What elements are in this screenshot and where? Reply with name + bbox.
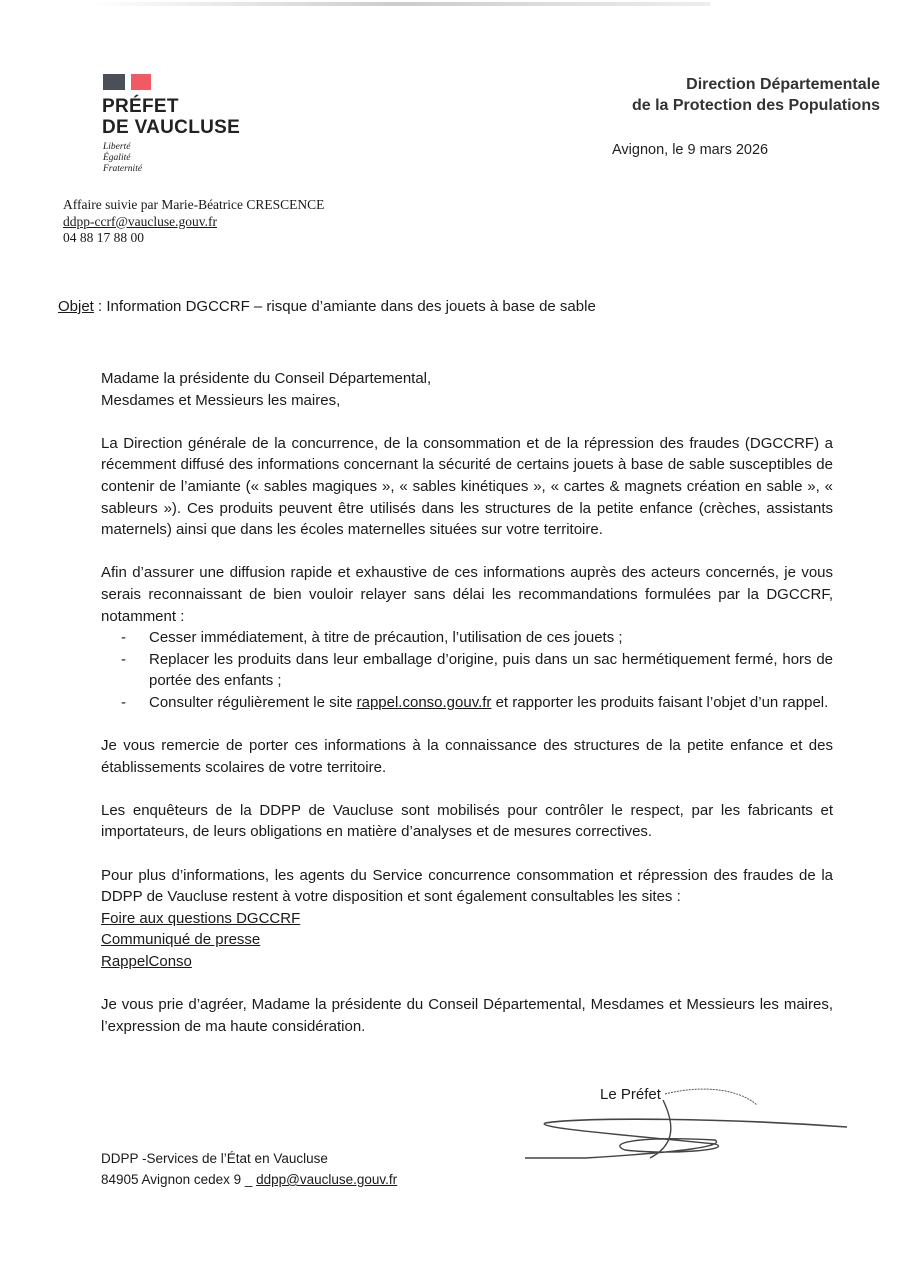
paragraph-5 [101,865,833,973]
logo-line1: PRÉFET [102,96,179,117]
subject-text: : Information DGCCRF – risque d’amiante dans des jouets à base de sable [93,298,596,315]
scan-edge [90,2,710,6]
paragraph-2-text: Afin d’assurer une diffusion rapide et exhaustive de ces informations auprès des acteurs concernés, je vous serais reconnaissant de bien vouloir relayer sans délai les recommandations formulées par la DGCCRF, notamment : [101,564,833,625]
list-item: - Cesser immédiatement, à titre de précaution, l’utilisation de ces jouets ; [101,627,833,649]
subject-line [58,298,596,315]
paragraph-1: La Direction générale de la concurrence, de la consommation et de la répression des fraudes (DGCCRF) a récemment diffusé des informations concernant la sécurité de certains jouets à base de sable susceptibles de contenir de l’amiante (« sables magiques », « sables kinétiques », « cartes & magnets création en sable », « sableurs »). Ces produits peuvent être utilisés dans les structures de la petite enfance (crèches, assistants maternels) ainsi que dans les écoles maternelles situées sur votre territoire. [101,434,833,539]
paragraph-3: Je vous remercie de porter ces informations à la connaissance des structures de la petite enfance et des établissements scolaires de votre territoire. [101,737,833,776]
prefecture-logo-text [102,96,240,138]
salutation-line2: Mesdames et Messieurs les maires, [101,391,341,409]
marianne-logo-icon [103,74,151,90]
contact-email-link[interactable]: ddpp-ccrf@vaucluse.gouv.fr [63,213,217,229]
list-item-text: Consulter régulièrement le site [149,693,357,711]
salutation-line1: Madame la présidente du Conseil Départemental, [101,370,432,387]
list-item [101,692,833,714]
paragraph-2 [101,562,833,713]
direction-line1: Direction Départementale [686,76,880,93]
devise [103,142,142,175]
devise-egalite: Égalité [103,153,131,163]
footer-line2 [101,1169,397,1190]
devise-liberte: Liberté [103,142,131,152]
salutation [101,368,833,411]
footer-address: 84905 Avignon cedex 9 _ [101,1172,257,1187]
direction-name [632,74,880,116]
closing: Je vous prie d’agréer, Madame la présidente du Conseil Départemental, Mesdames et Messieurs les maires, l’expression de ma haute considération. [101,996,833,1035]
affaire-suivie: Affaire suivie par Marie-Béatrice CRESCENCE [63,197,325,212]
rappelconso-link[interactable]: RappelConso [101,953,192,971]
footer [101,1148,397,1190]
footer-line1: DDPP -Services de l’État en Vaucluse [101,1151,328,1166]
contact-block [63,197,324,247]
signature-icon [525,1080,855,1170]
footer-email-link[interactable]: ddpp@vaucluse.gouv.fr [256,1172,398,1187]
signatory-title: Le Préfet [600,1086,661,1103]
logo-line2: DE VAUCLUSE [102,117,241,138]
paragraph-5-text: Pour plus d’informations, les agents du Service concurrence consommation et répression des fraudes de la DDPP de Vaucluse restent à votre disposition et sont également consultables les sites : [101,866,833,906]
recommendations-list [101,627,833,713]
subject-label: Objet [58,298,94,315]
list-item-text: et rapporter les produits faisant l’objet d’un rappel. [491,693,829,711]
direction-line2: de la Protection des Populations [631,97,880,114]
paragraph-4: Les enquêteurs de la DDPP de Vaucluse sont mobilisés pour contrôler le respect, par les fabricants et importateurs, de leurs obligations en matière d’analyses et de mesures correctives. [101,801,833,841]
press-release-link[interactable]: Communiqué de presse [101,931,261,949]
contact-phone: 04 88 17 88 00 [63,230,144,245]
devise-fraternite: Fraternité [103,164,143,174]
letter-body [101,368,833,1059]
letter-date: Avignon, le 9 mars 2026 [612,142,769,158]
list-item: - Replacer les produits dans leur emballage d’origine, puis dans un sac hermétiquement fermé, hors de portée des enfants ; [101,649,833,692]
rappel-conso-link[interactable]: rappel.conso.gouv.fr [356,693,492,711]
faq-link[interactable]: Foire aux questions DGCCRF [101,909,301,927]
